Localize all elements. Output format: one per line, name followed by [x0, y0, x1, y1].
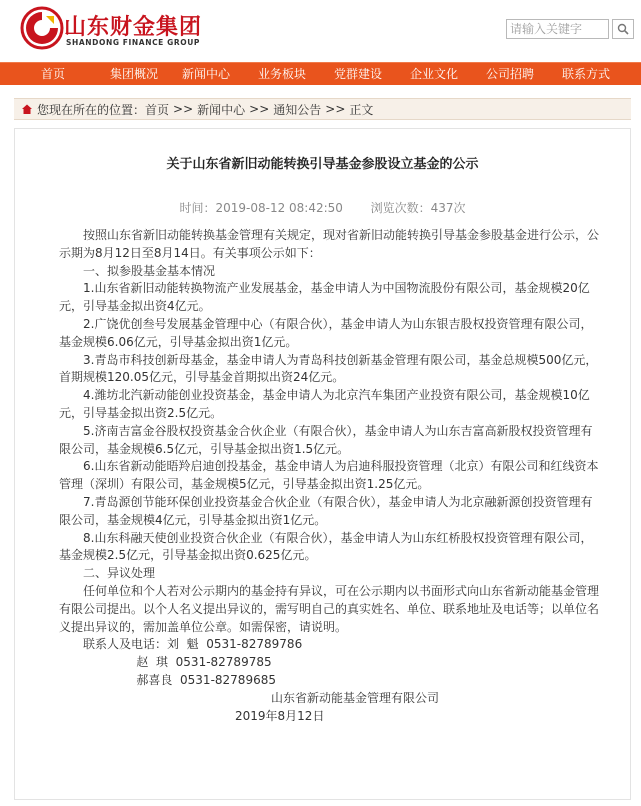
brand-name-en: SHANDONG FINANCE GROUP [66, 38, 201, 47]
breadcrumb-separator: >> [249, 102, 270, 116]
nav-news-center[interactable]: 新闻中心 [181, 67, 230, 81]
fund-item: 2.广饶优创叁号发展基金管理中心（有限合伙），基金申请人为山东银吉股权投资管理有限公司，基金规模6.06亿元，引导基金拟出资1亿元。 [59, 316, 593, 349]
nav-contact[interactable]: 联系方式 [561, 67, 610, 81]
breadcrumb-home[interactable]: 首页 [145, 102, 170, 117]
fund-item: 7.青岛源创节能环保创业投资基金合伙企业（有限合伙），基金申请人为北京融新源创投资管理有限公司，基金规模4亿元，引导基金拟出资1亿元。 [59, 494, 593, 527]
nav-business[interactable]: 业务板块 [257, 67, 306, 81]
contact-line: 联系人及电话：刘 魁 0531-82789786 [83, 637, 303, 652]
breadcrumb-notices[interactable]: 通知公告 [273, 102, 322, 117]
breadcrumb-separator: >> [325, 102, 346, 116]
breadcrumb-current: 正文 [349, 102, 374, 117]
search-input[interactable] [506, 19, 609, 39]
view-count: 浏览次数：437次 [370, 201, 466, 215]
section-heading: 一、拟参股基金基本情况 [83, 263, 216, 278]
nav-home[interactable]: 首页 [40, 67, 65, 81]
article-panel [14, 128, 631, 800]
site-header [0, 0, 641, 62]
contact-line: 郝喜良 0531-82789685 [83, 672, 276, 687]
main-nav [0, 62, 641, 85]
fund-item: 4.潍坊北汽新动能创业投资基金，基金申请人为北京汽车集团产业投资有限公司，基金规模10亿元，引导基金拟出资2.5亿元。 [59, 388, 590, 420]
article-body [59, 227, 599, 725]
section-heading: 二、异议处理 [83, 566, 156, 581]
search-button[interactable] [612, 19, 634, 39]
shandong-finance-logo-icon[interactable] [20, 6, 64, 50]
home-icon [20, 102, 34, 116]
fund-item: 5.济南吉富金谷股权投资基金合伙企业（有限合伙），基金申请人为山东吉富高新股权投资管理有限公司，基金规模6.5亿元，引导基金拟出资1.5亿元。 [59, 423, 593, 456]
signature-date: 2019年8月12日 [235, 708, 325, 723]
magnifier-icon [617, 23, 629, 35]
article-meta [15, 199, 630, 216]
breadcrumb-prefix: 您现在所在的位置： [37, 102, 146, 117]
nav-culture[interactable]: 企业文化 [409, 67, 458, 81]
breadcrumb-separator: >> [173, 102, 194, 116]
nav-group-overview[interactable]: 集团概况 [109, 67, 158, 81]
breadcrumb-news-center[interactable]: 新闻中心 [197, 102, 246, 117]
brand-name-cn: 山东财金集团 [64, 15, 203, 40]
article-title: 关于山东省新旧动能转换引导基金参股设立基金的公示 [166, 157, 479, 172]
breadcrumb [14, 98, 631, 120]
fund-item: 1.山东省新旧动能转换物流产业发展基金，基金申请人为中国物流股份有限公司，基金规模20亿元，引导基金拟出资4亿元。 [59, 281, 590, 314]
nav-party-building[interactable]: 党群建设 [333, 67, 382, 81]
fund-item: 6.山东省新动能晤羚启迪创投基金，基金申请人为启迪科服投资管理（北京）有限公司和红线资本管理（深圳）有限公司，基金规模5亿元，引导基金拟出资1.25亿元。 [59, 459, 599, 492]
fund-item: 3.青岛市科技创新母基金，基金申请人为青岛科技创新基金管理有限公司，基金总规模500亿元，首期规模120.05亿元，引导基金首期拟出资24亿元。 [59, 352, 598, 385]
signature: 山东省新动能基金管理有限公司 [271, 690, 440, 705]
fund-item: 8.山东科融天使创业投资合伙企业（有限合伙），基金申请人为山东红桥股权投资管理有限公司，基金规模2.5亿元，引导基金拟出资0.625亿元。 [59, 530, 593, 563]
publish-time: 时间：2019-08-12 08:42:50 [179, 201, 343, 215]
article-intro: 按照山东省新旧动能转换基金管理有关规定，现对省新旧动能转换引导基金参股基金进行公示，公示期为8月12日至8月14日。有关事项公示如下： [59, 228, 600, 260]
objection-paragraph: 任何单位和个人若对公示期内的基金持有异议，可在公示期内以书面形式向山东省新动能基金管理有限公司提出。以个人名义提出异议的，需写明自己的真实姓名、单位、联系地址及电话等；以单位名义提出异议的，需加盖单位公章。如需保密，请说明。 [59, 583, 600, 634]
nav-recruitment[interactable]: 公司招聘 [485, 67, 534, 81]
contact-line: 赵 琪 0531-82789785 [83, 655, 272, 670]
